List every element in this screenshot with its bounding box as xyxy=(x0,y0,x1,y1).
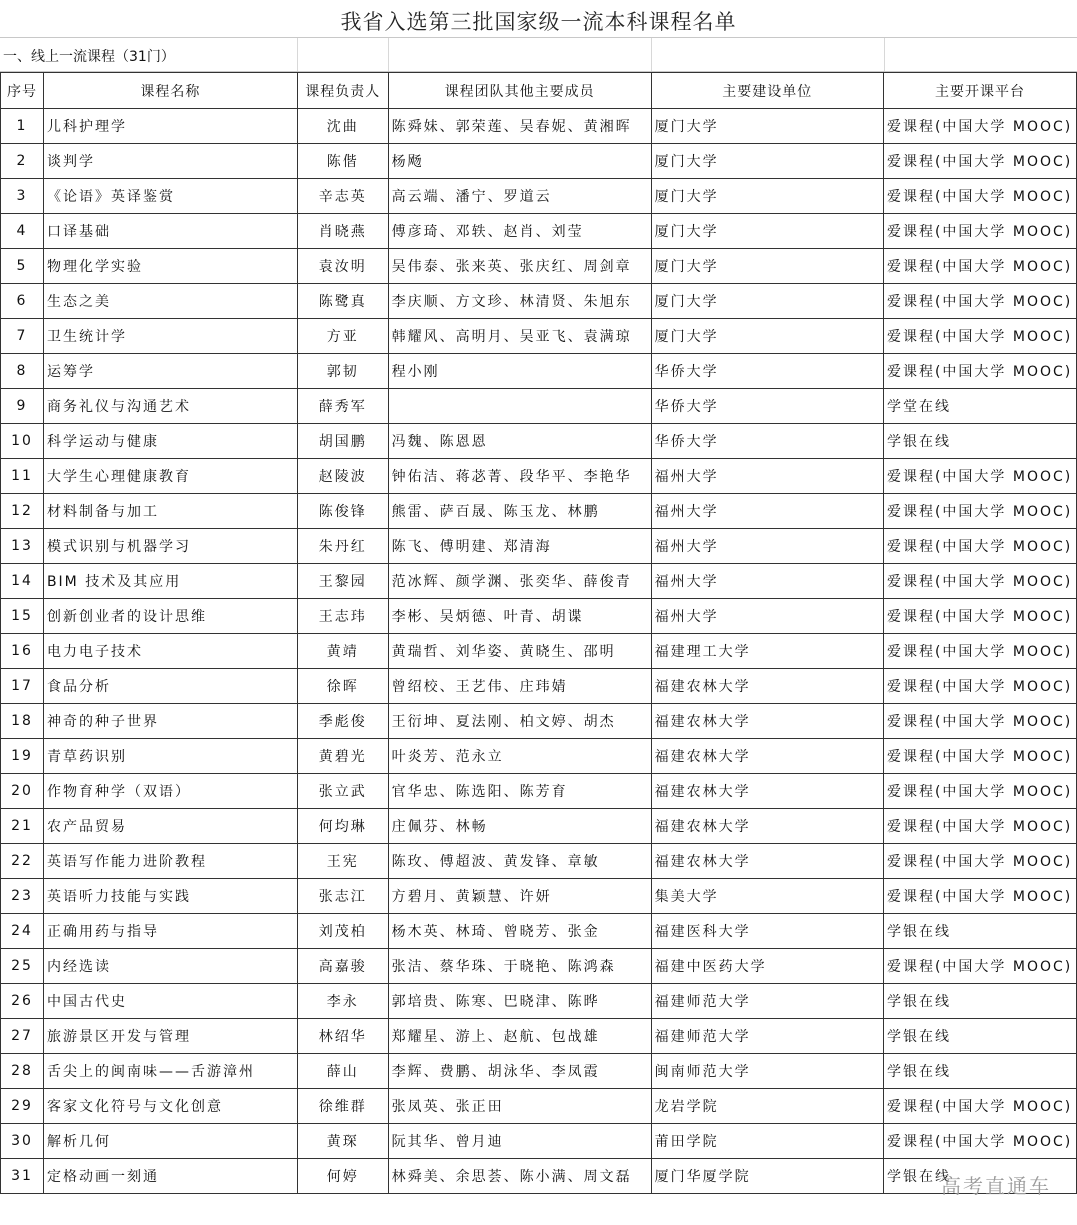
cell-course-name: 旅游景区开发与管理 xyxy=(43,1019,297,1054)
table-row xyxy=(1,284,1077,319)
cell-course-name: 材料制备与加工 xyxy=(43,494,297,529)
cell-course-name: 运筹学 xyxy=(43,354,297,389)
cell-index: 15 xyxy=(1,599,44,634)
section-row xyxy=(0,38,1077,72)
cell-platform: 爱课程(中国大学 MOOC) xyxy=(883,1089,1076,1124)
cell-team: 李彬、吴炳德、叶青、胡谍 xyxy=(388,599,651,634)
cell-lead: 沈曲 xyxy=(297,109,388,144)
cell-institution: 福建中医药大学 xyxy=(651,949,883,984)
cell-institution: 厦门大学 xyxy=(651,214,883,249)
cell-index: 18 xyxy=(1,704,44,739)
cell-platform: 爱课程(中国大学 MOOC) xyxy=(883,179,1076,214)
cell-index: 4 xyxy=(1,214,44,249)
cell-course-name: 青草药识别 xyxy=(43,739,297,774)
cell-institution: 福建师范大学 xyxy=(651,1019,883,1054)
cell-index: 2 xyxy=(1,144,44,179)
cell-index: 27 xyxy=(1,1019,44,1054)
cell-team: 方碧月、黄颖慧、许妍 xyxy=(388,879,651,914)
cell-platform: 学银在线 xyxy=(883,1019,1076,1054)
table-row xyxy=(1,424,1077,459)
cell-index: 3 xyxy=(1,179,44,214)
cell-course-name: 作物育种学（双语） xyxy=(43,774,297,809)
cell-index: 17 xyxy=(1,669,44,704)
column-header-team: 课程团队其他主要成员 xyxy=(388,73,651,109)
cell-platform: 学堂在线 xyxy=(883,389,1076,424)
cell-institution: 华侨大学 xyxy=(651,424,883,459)
table-row xyxy=(1,774,1077,809)
cell-team: 冯魏、陈恩恩 xyxy=(388,424,651,459)
table-row xyxy=(1,1019,1077,1054)
cell-course-name: 商务礼仪与沟通艺术 xyxy=(43,389,297,424)
cell-index: 16 xyxy=(1,634,44,669)
table-row xyxy=(1,354,1077,389)
cell-team: 曾绍校、王艺伟、庄玮婧 xyxy=(388,669,651,704)
cell-team: 李辉、费鹏、胡泳华、李凤霞 xyxy=(388,1054,651,1089)
cell-lead: 郭韧 xyxy=(297,354,388,389)
cell-institution: 福建农林大学 xyxy=(651,739,883,774)
cell-lead: 张立武 xyxy=(297,774,388,809)
cell-course-name: 创新创业者的设计思维 xyxy=(43,599,297,634)
table-row xyxy=(1,459,1077,494)
watermark: 高考直通车 xyxy=(941,1174,1051,1198)
table-row xyxy=(1,739,1077,774)
cell-divider xyxy=(297,38,298,71)
cell-institution: 厦门大学 xyxy=(651,249,883,284)
cell-index: 7 xyxy=(1,319,44,354)
cell-institution: 集美大学 xyxy=(651,879,883,914)
cell-team: 傅彦琦、邓轶、赵肖、刘莹 xyxy=(388,214,651,249)
cell-institution: 福州大学 xyxy=(651,494,883,529)
cell-team: 陈舜妹、郭荣莲、吴春妮、黄湘晖 xyxy=(388,109,651,144)
table-row xyxy=(1,249,1077,284)
cell-institution: 福建师范大学 xyxy=(651,984,883,1019)
cell-lead: 朱丹红 xyxy=(297,529,388,564)
cell-lead: 徐维群 xyxy=(297,1089,388,1124)
cell-platform: 爱课程(中国大学 MOOC) xyxy=(883,599,1076,634)
cell-course-name: 生态之美 xyxy=(43,284,297,319)
cell-lead: 辛志英 xyxy=(297,179,388,214)
cell-index: 12 xyxy=(1,494,44,529)
table-row xyxy=(1,704,1077,739)
cell-team xyxy=(388,389,651,424)
cell-team: 官华忠、陈选阳、陈芳育 xyxy=(388,774,651,809)
cell-course-name: 英语听力技能与实践 xyxy=(43,879,297,914)
table-row xyxy=(1,319,1077,354)
cell-team: 高云端、潘宁、罗道云 xyxy=(388,179,651,214)
cell-course-name: 物理化学实验 xyxy=(43,249,297,284)
cell-index: 5 xyxy=(1,249,44,284)
cell-institution: 福州大学 xyxy=(651,599,883,634)
cell-platform: 爱课程(中国大学 MOOC) xyxy=(883,739,1076,774)
column-header-institution: 主要建设单位 xyxy=(651,73,883,109)
cell-platform: 爱课程(中国大学 MOOC) xyxy=(883,1124,1076,1159)
cell-lead: 李永 xyxy=(297,984,388,1019)
table-row xyxy=(1,914,1077,949)
cell-platform: 爱课程(中国大学 MOOC) xyxy=(883,284,1076,319)
cell-index: 31 xyxy=(1,1159,44,1194)
table-row xyxy=(1,389,1077,424)
cell-course-name: 中国古代史 xyxy=(43,984,297,1019)
cell-team: 杨木英、林琦、曾晓芳、张金 xyxy=(388,914,651,949)
cell-team: 林舜美、余思荟、陈小满、周文磊 xyxy=(388,1159,651,1194)
cell-index: 23 xyxy=(1,879,44,914)
cell-lead: 王黎园 xyxy=(297,564,388,599)
cell-institution: 福建农林大学 xyxy=(651,844,883,879)
cell-team: 陈飞、傅明建、郑清海 xyxy=(388,529,651,564)
cell-team: 杨飏 xyxy=(388,144,651,179)
cell-index: 30 xyxy=(1,1124,44,1159)
cell-platform: 爱课程(中国大学 MOOC) xyxy=(883,214,1076,249)
cell-platform: 爱课程(中国大学 MOOC) xyxy=(883,774,1076,809)
cell-divider xyxy=(388,38,389,71)
cell-platform: 学银在线 xyxy=(883,1159,1076,1194)
cell-institution: 厦门大学 xyxy=(651,179,883,214)
cell-divider xyxy=(651,38,652,71)
cell-team: 韩耀风、高明月、吴亚飞、袁满琼 xyxy=(388,319,651,354)
cell-institution: 福州大学 xyxy=(651,529,883,564)
table-row xyxy=(1,1124,1077,1159)
cell-platform: 爱课程(中国大学 MOOC) xyxy=(883,704,1076,739)
cell-team: 郭培贵、陈寒、巴晓津、陈晔 xyxy=(388,984,651,1019)
table-row xyxy=(1,564,1077,599)
cell-team: 庄佩芬、林畅 xyxy=(388,809,651,844)
cell-lead: 胡国鹏 xyxy=(297,424,388,459)
table-row xyxy=(1,179,1077,214)
table-row xyxy=(1,984,1077,1019)
cell-course-name: 内经选读 xyxy=(43,949,297,984)
column-header-course-name: 课程名称 xyxy=(43,73,297,109)
cell-team: 王衍坤、夏法刚、柏文婷、胡杰 xyxy=(388,704,651,739)
cell-lead: 薛山 xyxy=(297,1054,388,1089)
cell-course-name: 口译基础 xyxy=(43,214,297,249)
cell-index: 20 xyxy=(1,774,44,809)
cell-course-name: BIM 技术及其应用 xyxy=(43,564,297,599)
table-row xyxy=(1,214,1077,249)
cell-institution: 华侨大学 xyxy=(651,354,883,389)
cell-institution: 福建医科大学 xyxy=(651,914,883,949)
title-row xyxy=(0,0,1077,38)
cell-team: 李庆顺、方文珍、林清贤、朱旭东 xyxy=(388,284,651,319)
table-row xyxy=(1,529,1077,564)
cell-lead: 王宪 xyxy=(297,844,388,879)
table-row xyxy=(1,949,1077,984)
cell-team: 叶炎芳、范永立 xyxy=(388,739,651,774)
cell-course-name: 科学运动与健康 xyxy=(43,424,297,459)
cell-course-name: 儿科护理学 xyxy=(43,109,297,144)
cell-institution: 莆田学院 xyxy=(651,1124,883,1159)
cell-lead: 薛秀军 xyxy=(297,389,388,424)
cell-index: 24 xyxy=(1,914,44,949)
cell-course-name: 电力电子技术 xyxy=(43,634,297,669)
cell-institution: 福建农林大学 xyxy=(651,774,883,809)
cell-institution: 福建农林大学 xyxy=(651,809,883,844)
table-row xyxy=(1,1089,1077,1124)
cell-lead: 黄碧光 xyxy=(297,739,388,774)
cell-platform: 学银在线 xyxy=(883,984,1076,1019)
cell-platform: 爱课程(中国大学 MOOC) xyxy=(883,949,1076,984)
cell-lead: 季彪俊 xyxy=(297,704,388,739)
cell-lead: 黄靖 xyxy=(297,634,388,669)
cell-institution: 龙岩学院 xyxy=(651,1089,883,1124)
cell-team: 熊雷、萨百晟、陈玉龙、林鹏 xyxy=(388,494,651,529)
cell-lead: 刘茂柏 xyxy=(297,914,388,949)
cell-platform: 爱课程(中国大学 MOOC) xyxy=(883,354,1076,389)
cell-lead: 徐晖 xyxy=(297,669,388,704)
column-header-platform: 主要开课平台 xyxy=(883,73,1076,109)
cell-institution: 闽南师范大学 xyxy=(651,1054,883,1089)
cell-index: 9 xyxy=(1,389,44,424)
cell-platform: 爱课程(中国大学 MOOC) xyxy=(883,844,1076,879)
cell-lead: 赵陵波 xyxy=(297,459,388,494)
cell-institution: 厦门大学 xyxy=(651,284,883,319)
cell-institution: 华侨大学 xyxy=(651,389,883,424)
cell-platform: 爱课程(中国大学 MOOC) xyxy=(883,809,1076,844)
cell-index: 22 xyxy=(1,844,44,879)
cell-index: 19 xyxy=(1,739,44,774)
table-row xyxy=(1,494,1077,529)
cell-team: 张凤英、张正田 xyxy=(388,1089,651,1124)
cell-platform: 爱课程(中国大学 MOOC) xyxy=(883,249,1076,284)
cell-index: 21 xyxy=(1,809,44,844)
cell-platform: 学银在线 xyxy=(883,1054,1076,1089)
cell-course-name: 卫生统计学 xyxy=(43,319,297,354)
cell-team: 张洁、蔡华珠、于晓艳、陈鸿森 xyxy=(388,949,651,984)
cell-index: 25 xyxy=(1,949,44,984)
table-row xyxy=(1,144,1077,179)
cell-institution: 福建农林大学 xyxy=(651,704,883,739)
cell-index: 8 xyxy=(1,354,44,389)
cell-lead: 陈俊锋 xyxy=(297,494,388,529)
cell-lead: 黄琛 xyxy=(297,1124,388,1159)
column-header-index: 序号 xyxy=(1,73,44,109)
cell-institution: 厦门大学 xyxy=(651,109,883,144)
cell-index: 6 xyxy=(1,284,44,319)
cell-lead: 高嘉骏 xyxy=(297,949,388,984)
cell-course-name: 舌尖上的闽南味——舌游漳州 xyxy=(43,1054,297,1089)
cell-index: 14 xyxy=(1,564,44,599)
cell-course-name: 英语写作能力进阶教程 xyxy=(43,844,297,879)
cell-platform: 爱课程(中国大学 MOOC) xyxy=(883,109,1076,144)
cell-team: 阮其华、曾月迪 xyxy=(388,1124,651,1159)
column-header-lead: 课程负责人 xyxy=(297,73,388,109)
cell-course-name: 正确用药与指导 xyxy=(43,914,297,949)
course-table xyxy=(0,72,1077,1194)
cell-team: 钟佑洁、蒋苾菁、段华平、李艳华 xyxy=(388,459,651,494)
section-label: 一、线上一流课程（31门） xyxy=(3,49,175,65)
cell-platform: 爱课程(中国大学 MOOC) xyxy=(883,669,1076,704)
cell-lead: 袁汝明 xyxy=(297,249,388,284)
cell-lead: 肖晓燕 xyxy=(297,214,388,249)
cell-index: 1 xyxy=(1,109,44,144)
cell-institution: 福建理工大学 xyxy=(651,634,883,669)
cell-platform: 爱课程(中国大学 MOOC) xyxy=(883,529,1076,564)
cell-lead: 陈鹭真 xyxy=(297,284,388,319)
cell-lead: 王志玮 xyxy=(297,599,388,634)
cell-institution: 福建农林大学 xyxy=(651,669,883,704)
table-row xyxy=(1,599,1077,634)
table-row xyxy=(1,879,1077,914)
cell-platform: 学银在线 xyxy=(883,424,1076,459)
cell-platform: 爱课程(中国大学 MOOC) xyxy=(883,879,1076,914)
table-body xyxy=(1,109,1077,1194)
cell-platform: 爱课程(中国大学 MOOC) xyxy=(883,459,1076,494)
cell-lead: 张志江 xyxy=(297,879,388,914)
table-row xyxy=(1,634,1077,669)
header-row xyxy=(1,73,1077,109)
cell-team: 范冰辉、颜学渊、张奕华、薛俊青 xyxy=(388,564,651,599)
cell-index: 28 xyxy=(1,1054,44,1089)
cell-index: 26 xyxy=(1,984,44,1019)
table-row xyxy=(1,1054,1077,1089)
cell-course-name: 模式识别与机器学习 xyxy=(43,529,297,564)
cell-course-name: 农产品贸易 xyxy=(43,809,297,844)
table-row xyxy=(1,844,1077,879)
cell-index: 13 xyxy=(1,529,44,564)
cell-team: 陈玫、傅超波、黄发锋、章敏 xyxy=(388,844,651,879)
cell-lead: 林绍华 xyxy=(297,1019,388,1054)
cell-platform: 学银在线 xyxy=(883,914,1076,949)
cell-lead: 陈偕 xyxy=(297,144,388,179)
table-row xyxy=(1,669,1077,704)
cell-platform: 爱课程(中国大学 MOOC) xyxy=(883,494,1076,529)
cell-course-name: 解析几何 xyxy=(43,1124,297,1159)
cell-institution: 厦门华厦学院 xyxy=(651,1159,883,1194)
cell-course-name: 谈判学 xyxy=(43,144,297,179)
cell-institution: 厦门大学 xyxy=(651,144,883,179)
cell-course-name: 大学生心理健康教育 xyxy=(43,459,297,494)
cell-team: 吴伟泰、张来英、张庆红、周剑章 xyxy=(388,249,651,284)
cell-lead: 何婷 xyxy=(297,1159,388,1194)
cell-lead: 何均琳 xyxy=(297,809,388,844)
cell-team: 黄瑞哲、刘华姿、黄晓生、邵明 xyxy=(388,634,651,669)
cell-course-name: 神奇的种子世界 xyxy=(43,704,297,739)
cell-team: 程小刚 xyxy=(388,354,651,389)
cell-index: 29 xyxy=(1,1089,44,1124)
cell-course-name: 食品分析 xyxy=(43,669,297,704)
cell-team: 郑耀星、游上、赵航、包战雄 xyxy=(388,1019,651,1054)
cell-course-name: 客家文化符号与文化创意 xyxy=(43,1089,297,1124)
cell-platform: 爱课程(中国大学 MOOC) xyxy=(883,564,1076,599)
table-row xyxy=(1,809,1077,844)
page-title: 我省入选第三批国家级一流本科课程名单 xyxy=(340,10,737,34)
cell-course-name: 《论语》英译鉴赏 xyxy=(43,179,297,214)
cell-index: 11 xyxy=(1,459,44,494)
cell-institution: 厦门大学 xyxy=(651,319,883,354)
cell-index: 10 xyxy=(1,424,44,459)
cell-institution: 福州大学 xyxy=(651,459,883,494)
cell-platform: 爱课程(中国大学 MOOC) xyxy=(883,634,1076,669)
table-row xyxy=(1,1159,1077,1194)
cell-lead: 方亚 xyxy=(297,319,388,354)
cell-platform: 爱课程(中国大学 MOOC) xyxy=(883,319,1076,354)
cell-platform: 爱课程(中国大学 MOOC) xyxy=(883,144,1076,179)
cell-divider xyxy=(884,38,885,71)
cell-institution: 福州大学 xyxy=(651,564,883,599)
cell-course-name: 定格动画一刻通 xyxy=(43,1159,297,1194)
table-row xyxy=(1,109,1077,144)
